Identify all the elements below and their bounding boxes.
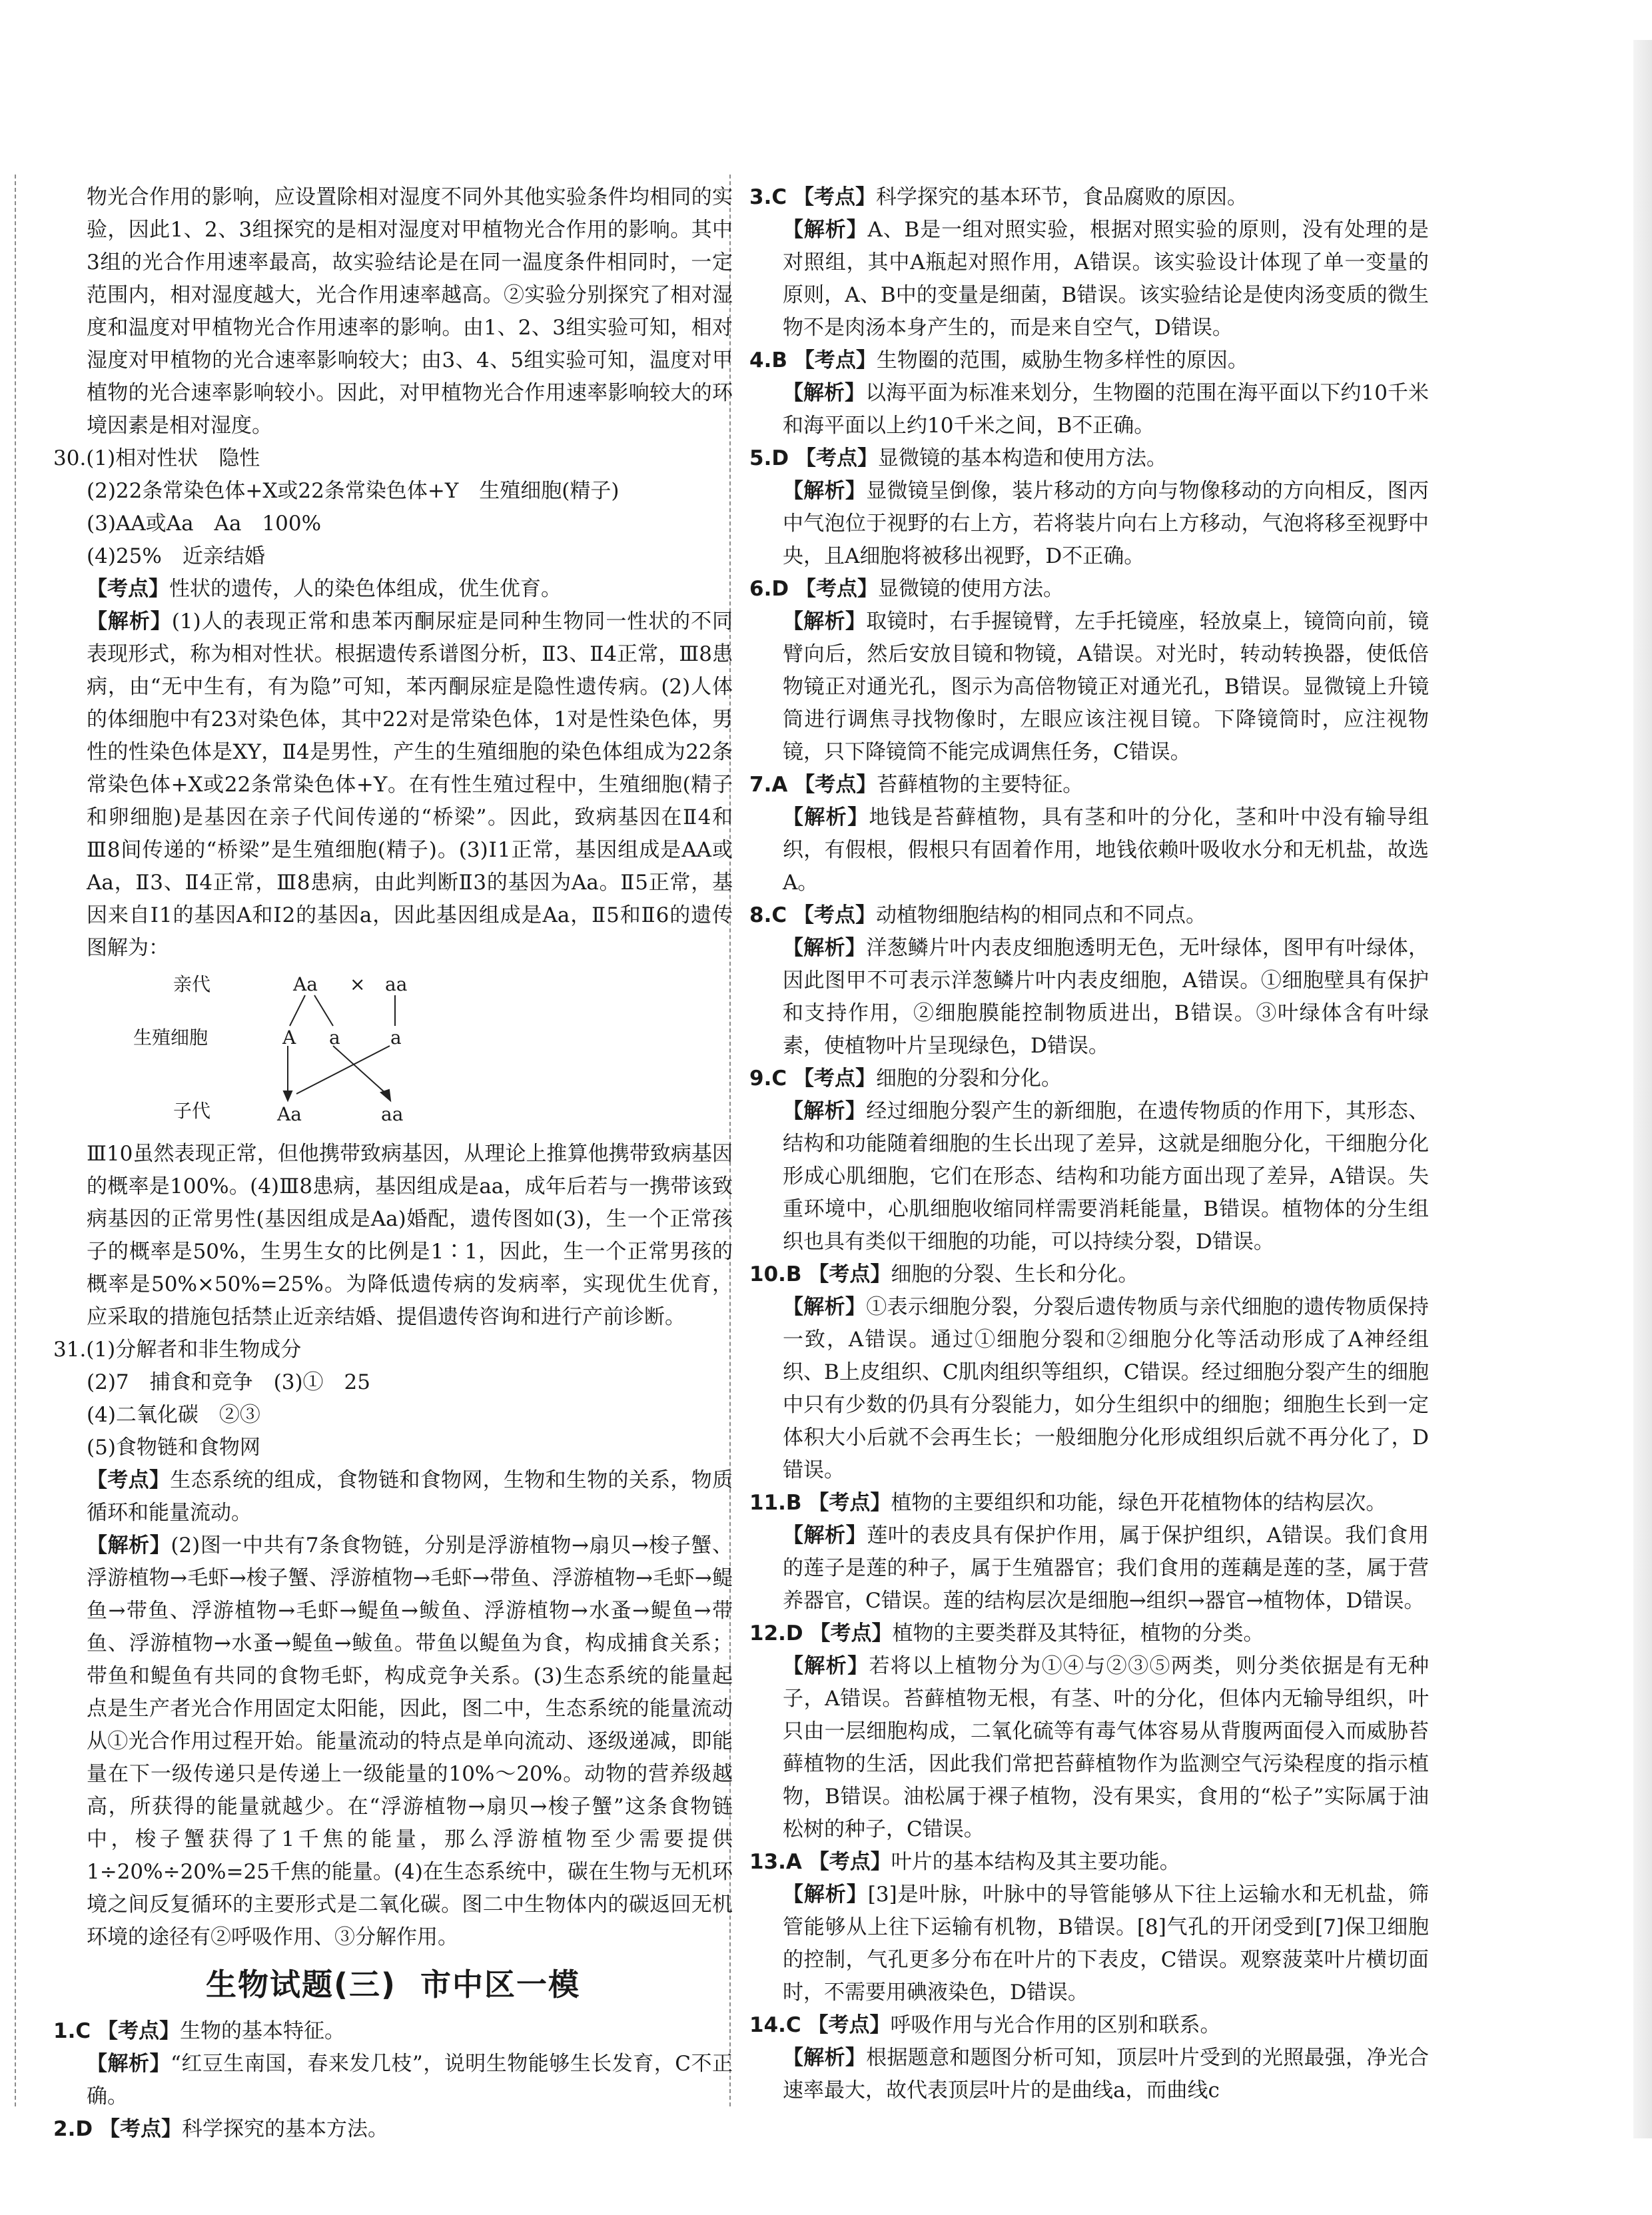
jiexi-tag: 【解析】	[783, 1099, 867, 1123]
jiexi-tag: 【解析】	[783, 610, 867, 634]
answer-line: (4)二氧化碳 ②③	[87, 1403, 260, 1427]
item-text: 地钱是苔藓植物，具有茎和叶的分化，茎和叶中没有输导组织，有假根，假根只有固着作用，地钱依赖叶吸收水分和无机盐，故选A。	[783, 805, 1430, 895]
kaodian-tag: 【考点】	[793, 348, 877, 372]
list-item	[749, 606, 1429, 769]
item-text: 显微镜的基本构造和使用方法。	[877, 446, 1167, 470]
question-number: 6.D	[749, 577, 789, 601]
item-text: 苔藓植物的主要特征。	[877, 773, 1084, 797]
kaodian-tag: 【考点】	[808, 1850, 891, 1874]
kaodian-line	[53, 573, 733, 606]
kaodian-tag: 【考点】	[97, 2019, 180, 2043]
kaodian-tag: 【考点】	[87, 577, 169, 601]
section-heading	[53, 1958, 733, 2011]
genetic-cross-diagram	[53, 967, 733, 1134]
item-text: 生物圈的范围，威胁生物多样性的原因。	[876, 348, 1248, 372]
cross-symbol: ×	[350, 973, 366, 995]
jiexi-tag: 【解析】	[87, 2052, 171, 2076]
item-text: 显微镜的使用方法。	[877, 577, 1064, 601]
parent-genotype-2: aa	[385, 973, 408, 995]
list-item	[749, 214, 1429, 344]
item-text: 经过细胞分裂产生的新细胞，在遗传物质的作用下，其形态、结构和功能随着细胞的生长出现了差异，这就是细胞分化，干细胞分化形成心肌细胞，它们在形态、结构和功能方面出现了差异，A错误。失重环境中，心肌细胞收缩同样需要消耗能量，B错误。植物体的分生组织也具有类似干细胞的功能，可以持续分裂，D错误。	[783, 1099, 1430, 1254]
jiexi-tag: 【解析】	[783, 1883, 868, 1907]
kaodian-text: 生态系统的组成，食物链和食物网，生物和生物的关系，物质循环和能量流动。	[87, 1468, 733, 1525]
item-text: 呼吸作用与光合作用的区别和联系。	[890, 2013, 1221, 2037]
kaodian-tag: 【考点】	[795, 446, 878, 470]
list-item	[749, 442, 1429, 475]
kaodian-tag: 【考点】	[793, 185, 876, 209]
gamete-a: a	[329, 1027, 340, 1049]
line-a-to-Aa-cross	[296, 1046, 390, 1094]
question-number: 3.C	[749, 185, 787, 209]
list-item	[749, 1258, 1429, 1291]
kaodian-tag: 【考点】	[87, 1468, 171, 1492]
question-number: 7.A	[749, 773, 788, 797]
list-item	[749, 181, 1429, 214]
item-text: 科学探究的基本方法。	[181, 2117, 388, 2141]
kaodian-tag: 【考点】	[794, 773, 877, 797]
jiexi-tag: 【解析】	[783, 218, 868, 242]
list-item	[749, 377, 1429, 442]
list-item	[749, 899, 1429, 932]
question-number: 13.A	[749, 1850, 802, 1874]
list-item	[53, 2015, 733, 2048]
item-text: 植物的主要类群及其特征，植物的分类。	[892, 1621, 1264, 1645]
kaodian-text: 性状的遗传，人的染色体组成，优生优育。	[169, 577, 562, 601]
item-text: 动植物细胞结构的相同点和不同点。	[875, 903, 1206, 927]
item-text: A、B是一组对照实验，根据对照实验的原则，没有处理的是对照组，其中A瓶起对照作用，A错误。该实验设计体现了单一变量的原则，A、B中的变量是细菌，B错误。该实验结论是使肉汤变质的微生物不是肉汤本身产生的，而是来自空气，D错误。	[783, 218, 1430, 340]
gamete-label: 生殖细胞	[133, 1027, 208, 1049]
list-item	[749, 344, 1429, 377]
list-item	[749, 1095, 1429, 1258]
item-text: 细胞的分裂和分化。	[875, 1067, 1062, 1091]
child-genotype-2: aa	[381, 1103, 404, 1125]
item-text: 若将以上植物分为①④与②③⑤两类，则分类依据是有无种子，A错误。苔藓植物无根，有茎、叶的分化，但体内无输导组织，叶只由一层细胞构成，二氧化硫等有毒气体容易从背腹两面侵入而威胁苔藓植物的生活，因此我们常把苔藓植物作为监测空气污染程度的指示植物，B错误。油松属于裸子植物，没有果实，食用的“松子”实际属于油松树的种子，C错误。	[783, 1654, 1430, 1841]
list-item	[749, 1617, 1429, 1650]
item-text: 植物的主要组织和功能，绿色开花植物体的结构层次。	[891, 1491, 1387, 1515]
kaodian-tag: 【考点】	[809, 1621, 893, 1645]
kaodian-tag: 【考点】	[807, 2013, 891, 2037]
question-number: 4.B	[749, 348, 787, 372]
answer-line: (2)7 捕食和竞争 (3)① 25	[87, 1370, 370, 1394]
list-item	[749, 1487, 1429, 1520]
question-30	[53, 442, 733, 1334]
right-column	[749, 181, 1429, 2100]
answer-line: (2)22条常染色体+X或22条常染色体+Y 生殖细胞(精子)	[87, 479, 620, 503]
answer-line: 30.(1)相对性状 隐性	[53, 446, 260, 470]
question-number: 2.D	[53, 2117, 93, 2141]
kaodian-tag: 【考点】	[793, 1067, 876, 1091]
list-item	[749, 573, 1429, 606]
gamete-A: A	[282, 1027, 296, 1049]
jiexi-paragraph	[53, 606, 733, 965]
jiexi-continued: Ⅲ10虽然表现正常，但他携带致病基因，从理论上推算他携带致病基因的概率是100%。(4)Ⅲ8患病，基因组成是aa，成年后若与一携带该致病基因的正常男性(基因组成是Aa)婚配，遗传图如(3)，生一个正常孩子的概率是50%，生男生女的比例是1∶1，因此，生一个正常男孩的概率是50%×50%=25%。为降低遗传病的发病率，实现优生优育，应采取的措施包括禁止近亲结婚、提倡遗传咨询和进行产前诊断。	[87, 1142, 733, 1329]
jiexi-tag: 【解析】	[783, 1524, 867, 1548]
question-number: 14.C	[749, 2013, 801, 2037]
list-item	[749, 801, 1429, 899]
list-item	[53, 2113, 733, 2146]
item-text: “红豆生南国，春来发几枝”，说明生物能够生长发育，C不正确。	[87, 2052, 733, 2108]
item-text: 科学探究的基本环节，食品腐败的原因。	[875, 185, 1248, 209]
item-text: 取镜时，右手握镜臂，左手托镜座，轻放桌上，镜筒向前，镜臂向后，然后安放目镜和物镜，A错误。对光时，转动转换器，使低倍物镜正对通光孔，图示为高倍物镜正对通光孔，B错误。显微镜上升镜筒进行调焦寻找物像时，左眼应该注视目镜。下降镜筒时，应注视物镜，只下降镜筒不能完成调焦任务，C错误。	[783, 610, 1430, 764]
left-column	[53, 181, 733, 2141]
question-number: 9.C	[749, 1067, 787, 1091]
line-a-to-aa	[333, 1046, 386, 1094]
jiexi-paragraph	[53, 1530, 733, 1954]
jiexi-text: (1)人的表现正常和患苯丙酮尿症是同种生物同一性状的不同表现形式，称为相对性状。根据遗传系谱图分析，Ⅱ3、Ⅱ4正常，Ⅲ8患病，由“无中生有，有为隐”可知，苯丙酮尿症是隐性遗传病。(2)人体的体细胞中有23对染色体，其中22对是常染色体，1对是性染色体，男性的性染色体是XY，Ⅱ4是男性，产生的生殖细胞的染色体组成为22条常染色体+X或22条常染色体+Y。在有性生殖过程中，生殖细胞(精子和卵细胞)是基因在亲子代间传递的“桥梁”。因此，致病基因在Ⅱ4和Ⅲ8间传递的“桥梁”是生殖细胞(精子)。(3)Ⅰ1正常，基因组成是AA或Aa，Ⅱ3、Ⅱ4正常，Ⅲ8患病，由此判断Ⅱ3的基因为Aa。Ⅱ5正常，基因来自Ⅰ1的基因A和Ⅰ2的基因a，因此基因组成是Aa，Ⅱ5和Ⅱ6的遗传图解为：	[87, 610, 733, 960]
item-text: ①表示细胞分裂，分裂后遗传物质与亲代细胞的遗传物质保持一致，A错误。通过①细胞分裂和②细胞分化等活动形成了A神经组织、B上皮组织、C肌肉组织等组织，C错误。经过细胞分裂产生的细胞中只有少数的仍具有分裂能力，如分生组织中的细胞；细胞生长到一定体积大小后就不会再生长；一般细胞分化形成组织后就不再分化了，D错误。	[783, 1295, 1430, 1482]
item-text: 细胞的分裂、生长和分化。	[891, 1262, 1139, 1286]
list-item	[53, 2048, 733, 2113]
item-text: [3]是叶脉，叶脉中的导管能够从下往上运输水和无机盐，筛管能够从上往下运输有机物，B错误。[8]气孔的开闭受到[7]保卫细胞的控制，气孔更多分布在叶片的下表皮，C错误。观察菠菜叶片横切面时，不需要用碘液染色，D错误。	[783, 1883, 1430, 2004]
arrow-2	[381, 1090, 390, 1101]
kaodian-line	[53, 1464, 733, 1530]
list-item	[749, 1520, 1429, 1617]
jiexi-tag: 【解析】	[783, 479, 867, 503]
answer-list-right	[749, 181, 1429, 2107]
question-number: 11.B	[749, 1491, 802, 1515]
parent-label: 亲代	[173, 973, 211, 995]
gamete-a: a	[390, 1027, 402, 1049]
answer-list-left	[53, 2015, 733, 2146]
jiexi-text: (2)图一中共有7条食物链，分别是浮游植物→扇贝→梭子蟹、浮游植物→毛虾→梭子蟹、浮游植物→毛虾→带鱼、浮游植物→毛虾→鳀鱼→带鱼、浮游植物→毛虾→鳀鱼→鲅鱼、浮游植物→水蚤→鳀鱼→带鱼、浮游植物→水蚤→鳀鱼→鲅鱼。带鱼以鳀鱼为食，构成捕食关系；带鱼和鳀鱼有共同的食物毛虾，构成竞争关系。(3)生态系统的能量起点是生产者光合作用固定太阳能，因此，图二中，生态系统的能量流动从①光合作用过程开始。能量流动的特点是单向流动、逐级递减，即能量在下一级传递只是传递上一级能量的10%～20%。动物的营养级越高，所获得的能量就越少。在“浮游植物→扇贝→梭子蟹”这条食物链中，梭子蟹获得了1千焦的能量，那么浮游植物至少需要提供1÷20%÷20%=25千焦的能量。(4)在生态系统中，碳在生物与无机环境之间反复循环的主要形式是二氧化碳。图二中生物体内的碳返回无机环境的途径有②呼吸作用、③分解作用。	[87, 1534, 733, 1949]
line-Aa-to-a	[314, 995, 333, 1026]
kaodian-tag: 【考点】	[808, 1491, 891, 1515]
item-text: 莲叶的表皮具有保护作用，属于保护组织，A错误。我们食用的莲子是莲的种子，属于生殖器官；我们食用的莲藕是莲的茎，属于营养器官，C错误。莲的结构层次是细胞→组织→器官→植物体，D错误。	[783, 1524, 1430, 1613]
list-item	[749, 475, 1429, 573]
kaodian-tag: 【考点】	[99, 2117, 182, 2141]
question-number: 10.B	[749, 1262, 802, 1286]
question-number: 1.C	[53, 2019, 91, 2043]
list-item	[749, 2009, 1429, 2042]
jiexi-tag: 【解析】	[87, 1534, 171, 1557]
kaodian-tag: 【考点】	[795, 577, 878, 601]
list-item	[749, 932, 1429, 1063]
list-item	[749, 1291, 1429, 1487]
question-number: 8.C	[749, 903, 787, 927]
parent-genotype-1: Aa	[293, 973, 318, 995]
answer-line: (3)AA或Aa Aa 100%	[87, 512, 322, 536]
item-text: 叶片的基本结构及其主要功能。	[891, 1850, 1180, 1874]
item-text: 根据题意和题图分析可知，顶层叶片受到的光照最强，净光合速率最大，故代表顶层叶片的是曲线a，而曲线c	[783, 2046, 1430, 2102]
item-text: 以海平面为标准来划分，生物圈的范围在海平面以下约10千米和海平面以上约10千米之间，B不正确。	[783, 381, 1429, 438]
list-item	[749, 1650, 1429, 1846]
jiexi-tag: 【解析】	[783, 381, 866, 405]
answer-line: (5)食物链和食物网	[87, 1436, 260, 1460]
list-item	[749, 1063, 1429, 1095]
answer-line: 31.(1)分解者和非生物成分	[53, 1338, 302, 1362]
intro-paragraph: 物光合作用的影响，应设置除相对湿度不同外其他实验条件均相同的实验，因此1、2、3组探究的是相对湿度对甲植物光合作用的影响。其中3组的光合作用速率最高，故实验结论是在同一温度条件相同时，一定范围内，相对湿度越大，光合作用速率越高。②实验分别探究了相对湿度和温度对甲植物光合作用速率的影响。由1、2、3组实验可知，相对湿度对甲植物的光合速率影响较大；由3、4、5组实验可知，温度对甲植物的光合速率影响较小。因此，对甲植物光合作用速率影响较大的环境因素是相对湿度。	[87, 185, 733, 438]
kaodian-tag: 【考点】	[793, 903, 876, 927]
item-text: 显微镜呈倒像，装片移动的方向与物像移动的方向相反，图丙中气泡位于视野的右上方，若将装片向右上方移动，气泡将移至视野中央，且A细胞将被移出视野，D不正确。	[783, 479, 1430, 568]
answer-line: (4)25% 近亲结婚	[87, 544, 265, 568]
kaodian-tag: 【考点】	[808, 1262, 891, 1286]
item-text: 洋葱鳞片叶内表皮细胞透明无色，无叶绿体，图甲有叶绿体，因此图甲不可表示洋葱鳞片叶内表皮细胞，A错误。①细胞壁具有保护和支持作用，②细胞膜能控制物质进出，B错误。③叶绿体含有叶绿素，使植物叶片呈现绿色，D错误。	[783, 936, 1430, 1058]
section-title: 生物试题(三)	[205, 1967, 397, 2002]
jiexi-tag: 【解析】	[87, 610, 172, 634]
item-text: 生物的基本特征。	[179, 2019, 345, 2043]
question-31	[53, 1334, 733, 1954]
list-item	[749, 1846, 1429, 1879]
list-item	[749, 2042, 1429, 2107]
page-edge-shadow	[1633, 40, 1652, 2138]
list-item	[749, 1879, 1429, 2009]
question-number: 5.D	[749, 446, 789, 470]
section-subtitle: 市中区一模	[420, 1967, 581, 2002]
binding-margin-line	[15, 175, 16, 2106]
jiexi-tag: 【解析】	[783, 936, 867, 960]
jiexi-tag: 【解析】	[783, 805, 869, 829]
child-genotype-1: Aa	[277, 1103, 302, 1125]
jiexi-tag: 【解析】	[783, 1654, 869, 1678]
jiexi-tag: 【解析】	[783, 2046, 867, 2070]
line-Aa-to-A	[290, 995, 305, 1026]
child-label: 子代	[173, 1100, 211, 1122]
list-item	[749, 769, 1429, 801]
jiexi-tag: 【解析】	[783, 1295, 867, 1319]
arrow-1	[284, 1091, 292, 1101]
question-number: 12.D	[749, 1621, 803, 1645]
